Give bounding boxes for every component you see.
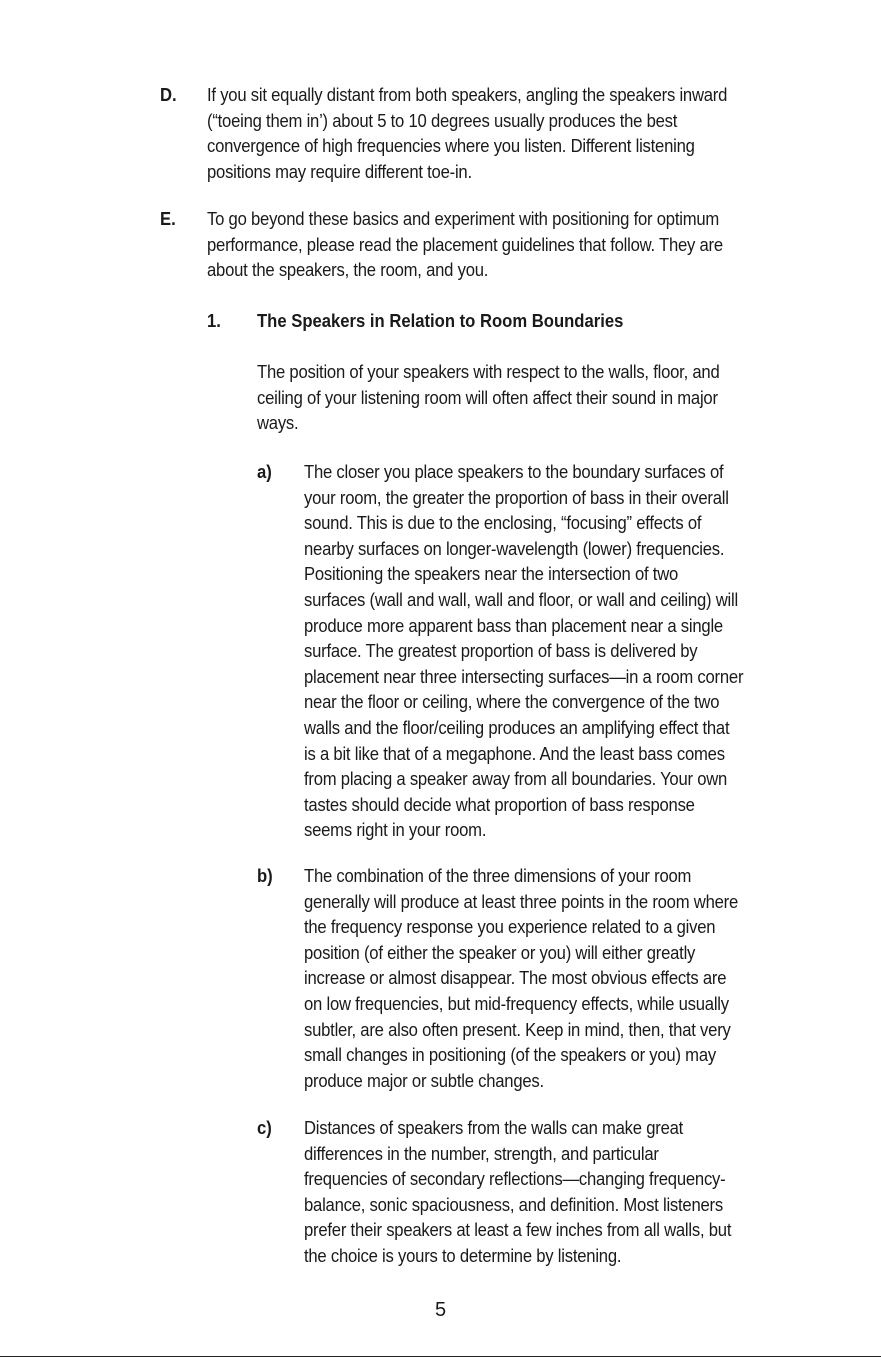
text-line: The closer you place speakers to the boundary surfaces of — [304, 461, 724, 482]
subitem-b-label: b) — [257, 865, 273, 886]
text-line: tastes should decide what proportion of bass response — [304, 793, 695, 815]
text-line: placement near three intersecting surfaces—in a room corner — [304, 665, 744, 687]
text-line: differences in the number, strength, and particular — [304, 1142, 659, 1164]
page-number: 5 — [434, 1299, 447, 1321]
text-line: produce major or subtle changes. — [304, 1069, 544, 1091]
subitem-a-text — [304, 459, 743, 843]
text-line: To go beyond these basics and experiment with positioning for optimum — [207, 208, 720, 229]
text-line: ways. — [257, 412, 299, 434]
text-line: (“toeing them in’) about 5 to 10 degrees usually produces the best — [207, 109, 678, 131]
text-line: is a bit like that of a megaphone. And the least bass comes — [304, 742, 725, 764]
section-1-intro — [257, 359, 719, 436]
text-line: seems right in your room. — [304, 819, 487, 841]
text-line: sound. This is due to the enclosing, “focusing” effects of — [304, 512, 702, 534]
text-line: position (of either the speaker or you) will either greatly — [304, 941, 696, 963]
text-line: The combination of the three dimensions of your room — [304, 865, 692, 886]
text-line: the frequency response you experience related to a given — [304, 916, 716, 938]
text-line: walls and the floor/ceiling produces an amplifying effect that — [304, 716, 730, 738]
text-line: produce more apparent bass than placement near a single — [304, 614, 723, 636]
text-line: positions may require different toe-in. — [207, 160, 472, 182]
text-line: increase or almost disappear. The most obvious effects are — [304, 967, 727, 989]
text-line: on low frequencies, but mid-frequency effects, while usually — [304, 992, 729, 1014]
text-line: frequencies of secondary reflections—changing frequency- — [304, 1168, 726, 1190]
text-line: surface. The greatest proportion of bass is delivered by — [304, 640, 698, 662]
text-line: Distances of speakers from the walls can make great — [304, 1117, 684, 1138]
item-d-text — [207, 82, 727, 184]
subitem-c-text — [304, 1115, 731, 1269]
text-line: generally will produce at least three points in the room where — [304, 890, 738, 912]
text-line: balance, sonic spaciousness, and definition. Most listeners — [304, 1193, 723, 1215]
text-line: subtler, are also often present. Keep in mind, then, that very — [304, 1018, 731, 1040]
subitem-b-text — [304, 863, 738, 1093]
bottom-rule — [0, 1356, 881, 1357]
section-1-title: The Speakers in Relation to Room Boundaries — [257, 310, 624, 331]
text-line: If you sit equally distant from both speakers, angling the speakers inward — [207, 84, 728, 105]
subitem-a-label: a) — [257, 461, 272, 482]
text-line: your room, the greater the proportion of bass in their overall — [304, 486, 729, 508]
text-line: surfaces (wall and wall, wall and floor, or wall and ceiling) will — [304, 588, 738, 610]
text-line: near the floor or ceiling, where the convergence of the two — [304, 691, 720, 713]
subitem-c-label: c) — [257, 1117, 272, 1138]
text-line: The position of your speakers with respect to the walls, floor, and — [257, 361, 720, 382]
text-line: prefer their speakers at least a few inches from all walls, but — [304, 1219, 732, 1241]
section-1-number: 1. — [207, 310, 221, 331]
text-line: nearby surfaces on longer-wavelength (lower) frequencies. — [304, 537, 725, 559]
text-line: from placing a speaker away from all boundaries. Your own — [304, 768, 728, 790]
item-d-label: D. — [160, 84, 177, 105]
item-e-text — [207, 206, 723, 283]
text-line: ceiling of your listening room will often affect their sound in major — [257, 386, 718, 408]
text-line: performance, please read the placement guidelines that follow. They are — [207, 233, 723, 255]
text-line: about the speakers, the room, and you. — [207, 259, 489, 281]
text-line: Positioning the speakers near the intersection of two — [304, 563, 679, 585]
item-e-label: E. — [160, 208, 176, 229]
text-line: small changes in positioning (of the speakers or you) may — [304, 1044, 716, 1066]
text-line: the choice is yours to determine by listening. — [304, 1244, 622, 1266]
text-line: convergence of high frequencies where you listen. Different listening — [207, 135, 695, 157]
